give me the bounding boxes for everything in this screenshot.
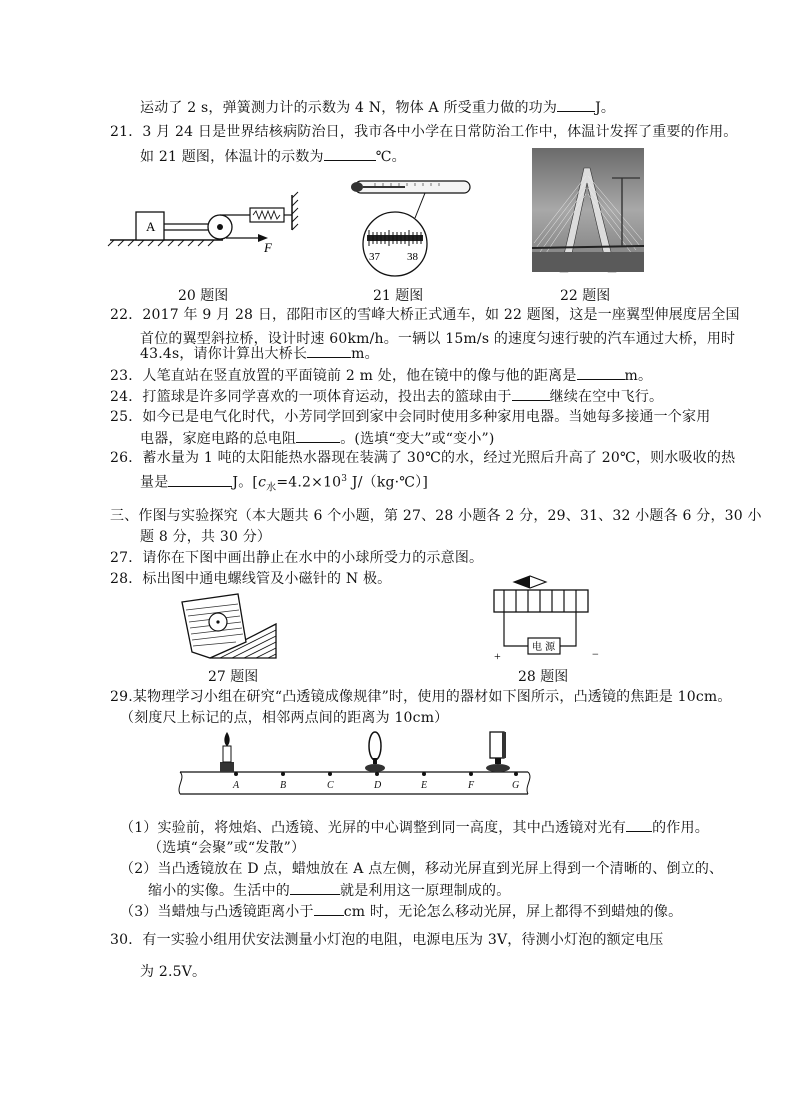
minus-sign: − <box>592 647 599 661</box>
light-screen <box>486 732 510 772</box>
candle <box>220 732 234 772</box>
q24-line: 24．打篮球是许多同学喜欢的一项体育运动，投出去的篮球由于 继续在空中飞行。 <box>110 386 663 407</box>
q23-line: 23．人笔直站在竖直放置的平面镜前 2 m 处，他在镜中的像与他的距离是 m。 <box>110 365 652 386</box>
power-source-label: 电 源 <box>532 642 556 653</box>
q25-line-b: 电器，家庭电路的总电阻 。(选填“变大”或“变小”) <box>140 428 495 449</box>
q28-line: 28．标出图中通电螺线管及小磁针的 N 极。 <box>110 571 392 587</box>
figure-22-caption: 22 题图 <box>560 288 611 304</box>
q22-line-a: 22．2017 年 9 月 28 日，邵阳市区的雪峰大桥正式通车，如 22 题图，这是一座翼型伸展度居全国 <box>110 307 740 323</box>
point-d: D <box>374 780 382 791</box>
scale-label-37: 37 <box>369 251 380 263</box>
answer-blank[interactable] <box>290 880 340 895</box>
q27-line: 27．请你在下图中画出静止在水中的小球所受力的示意图。 <box>110 550 484 566</box>
point-e: E <box>421 780 428 791</box>
q29-part1-a: （1）实验前，将烛焰、凸透镜、光屏的中心调整到同一高度，其中凸透镜对光有 的作用。 <box>120 817 709 838</box>
force-label: F <box>264 240 272 255</box>
figure-27 <box>180 592 280 660</box>
scale-label-38: 38 <box>407 251 418 263</box>
point-b: B <box>280 780 287 791</box>
section-3-heading-a: 三、作图与实验探究（本大题共 6 个小题，第 27、28 小题各 2 分，29、31、32 小题各 6 分，30 小 <box>110 508 762 524</box>
q29-part2-a: （2）当凸透镜放在 D 点，蜡烛放在 A 点左侧，移动光屏直到光屏上得到一个清晰的、倒立的、 <box>120 861 724 877</box>
answer-blank[interactable] <box>324 146 376 161</box>
figure-21-caption: 21 题图 <box>373 288 424 304</box>
q29-part1-b: （选填“会聚”或“发散”） <box>148 840 306 856</box>
figure-21 <box>345 176 480 281</box>
convex-lens <box>365 732 385 772</box>
point-f: F <box>468 780 475 791</box>
q30-line-a: 30．有一实验小组用伏安法测量小灯泡的电阻，电源电压为 3V，待测小灯泡的额定电压 <box>110 932 664 948</box>
answer-blank[interactable] <box>296 428 340 443</box>
q22-line-b: 首位的翼型斜拉桥，设计时速 60km/h。一辆以 15m/s 的速度匀速行驶的汽车通过大桥，用时 <box>140 331 736 347</box>
q29-line-a: 29.某物理学习小组在研究“凸透镜成像规律”时，使用的器材如下图所示，凸透镜的焦距是 10cm。 <box>110 689 732 705</box>
answer-blank[interactable] <box>314 901 344 916</box>
block-a-label: A <box>146 219 156 234</box>
figure-29-optical-bench <box>178 728 530 800</box>
spring-scale <box>250 208 284 222</box>
point-c: C <box>327 780 334 791</box>
answer-blank[interactable] <box>307 343 351 358</box>
point-g: G <box>512 780 520 791</box>
figure-20-caption: 20 题图 <box>178 288 229 304</box>
point-a: A <box>233 780 240 791</box>
answer-blank[interactable] <box>168 472 232 487</box>
q29-part2-b: 缩小的实像。生活中的 就是利用这一原理制成的。 <box>148 880 510 901</box>
q26-line-a: 26．蓄水量为 1 吨的太阳能热水器现在装满了 30℃的水，经过光照后升高了 20℃，则水吸收的热 <box>110 450 736 466</box>
plus-sign: + <box>494 649 501 663</box>
q26-line-b: 量是 J。[$c_水=4.2\times 10^3$ J/（kg·℃）] <box>140 469 428 498</box>
q21-line-a: 21．3 月 24 日是世界结核病防治日，我市各中小学在日常防治工作中，体温计发挥了重要的作用。 <box>110 124 738 140</box>
q21-line-b: 如 21 题图，体温计的示数为 ℃。 <box>140 146 406 167</box>
q25-line-a: 25．如今已是电气化时代，小芳同学回到家中会同时使用多种家用电器。当她每多接通一个家用 <box>110 409 711 425</box>
answer-blank[interactable] <box>512 386 550 401</box>
section-3-heading-b: 题 8 分，共 30 分） <box>140 529 272 545</box>
q22-line-c: 43.4s，请你计算出大桥长 m。 <box>140 343 379 364</box>
q29-line-b: （刻度尺上标记的点，相邻两点间的距离为 10cm） <box>120 710 449 726</box>
answer-blank[interactable] <box>557 97 595 112</box>
q29-part3: （3）当蜡烛与凸透镜距离小于 cm 时，无论怎么移动光屏，屏上都得不到蜡烛的像。 <box>120 901 682 922</box>
figure-27-caption: 27 题图 <box>208 669 259 685</box>
solenoid <box>494 590 588 612</box>
figure-28 <box>488 572 603 663</box>
q30-line-b: 为 2.5V。 <box>140 964 207 980</box>
answer-blank[interactable] <box>626 817 652 832</box>
figure-20 <box>108 180 308 275</box>
q20-line-b: 运动了 2 s，弹簧测力计的示数为 4 N，物体 A 所受重力做的功为 J。 <box>140 97 615 118</box>
figure-22-bridge-photo <box>532 148 644 272</box>
figure-28-caption: 28 题图 <box>518 669 569 685</box>
answer-blank[interactable] <box>577 365 625 380</box>
